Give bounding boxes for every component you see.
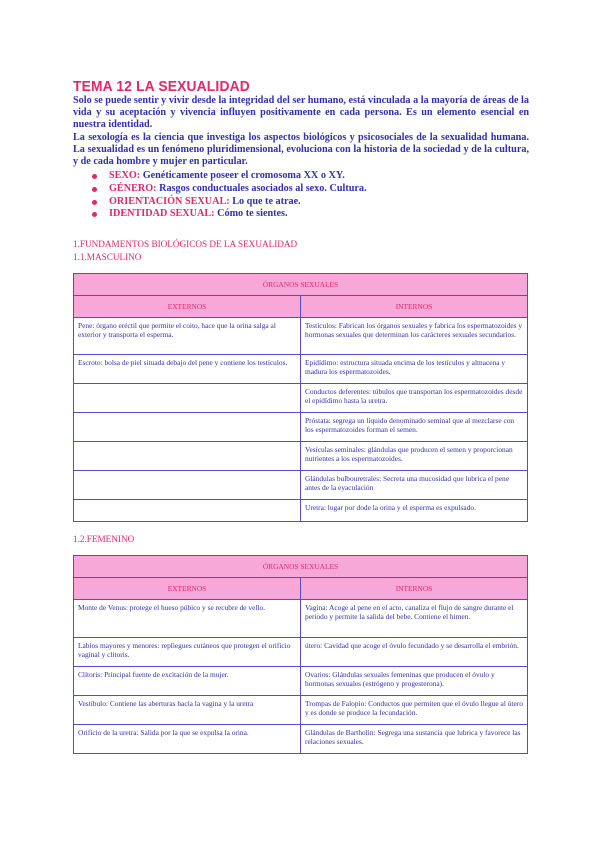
- table-row: [74, 696, 528, 725]
- bullet-text: Cómo te sientes.: [214, 208, 288, 220]
- column-header-externos: EXTERNOS: [74, 296, 301, 318]
- intro-paragraph-1: Solo se puede sentir y vivir desde la integridad del ser humano, está vinculada a la mayoría de áreas de la vida y su aceptación y vivencia influyen positivamente en cada persona. Es un elemento esencial en nuestra identidad.: [73, 95, 529, 131]
- table-cell-internos: Glándulas bulbouretrales: Secreta una mucosidad que lubrica el pene antes de la eyaculación: [301, 471, 528, 500]
- column-header-internos: INTERNOS: [301, 296, 528, 318]
- table-cell-externos: Labios mayores y menores: repliegues cutáneos que protegen el orificio vaginal y clítoris.: [74, 638, 301, 667]
- table-row: [74, 725, 528, 754]
- bullet-text: Lo que te atrae.: [229, 195, 301, 207]
- table-cell-internos: Uretra: lugar por dode la orina y el esperma es expulsado.: [301, 500, 528, 522]
- bullet-term: ORIENTACIÓN SEXUAL:: [109, 195, 230, 207]
- intro-text: [73, 95, 529, 168]
- bullet-term: GÉNERO:: [109, 182, 157, 194]
- table-row: [74, 471, 528, 500]
- table-row: [74, 667, 528, 696]
- table-cell-internos: Glándulas de Bartholin: Segrega una sustancia que lubrica y favorece las relaciones sexuales.: [301, 725, 528, 754]
- table-cell-externos: Vestíbulo: Contiene las aberturas hacia la vagina y la uretra: [74, 696, 301, 725]
- female-organs-table: [73, 555, 528, 754]
- table-cell-externos: [74, 471, 301, 500]
- column-header-externos: EXTERNOS: [74, 578, 301, 600]
- definitions-list: [92, 170, 367, 221]
- table-header: ÓRGANOS SEXUALES: [74, 556, 528, 578]
- section-heading-masculino: 1.1.MASCULINO: [73, 252, 142, 262]
- list-item: [92, 196, 367, 209]
- table-cell-externos: Pene: órgano eréctil que permite el coito, hace que la orina salga al exterior y transporta el esperma.: [74, 318, 301, 355]
- table-cell-internos: Ovarios: Glándulas sexuales femeninas que producen el óvulo y hormonas sexuales (estrógeno y progesterona).: [301, 667, 528, 696]
- table-cell-externos: Monte de Venus: protege el hueso púbico y se recubre de vello.: [74, 600, 301, 638]
- list-item: [92, 170, 367, 183]
- section-heading-fundamentos: 1.FUNDAMENTOS BIOLÓGICOS DE LA SEXUALIDAD: [73, 239, 298, 249]
- table-row: [74, 638, 528, 667]
- table-cell-internos: Vesículas seminales: glándulas que producen el semen y proporcionan nutrientes a los espermatozoides.: [301, 442, 528, 471]
- table-row: [74, 384, 528, 413]
- intro-paragraph-2: La sexología es la ciencia que investiga los aspectos biológicos y psicosociales de la sexualidad humana. La sexualidad es un fenómeno pluridimensional, evoluciona con la historia de la sociedad y de la cultura, y de cada hombre y mujer en particular.: [73, 131, 529, 168]
- bullet-text: Genéticamente poseer el cromosoma XX o XY.: [140, 170, 345, 181]
- table-row: [74, 600, 528, 638]
- page-title: TEMA 12 LA SEXUALIDAD: [73, 78, 250, 95]
- table-cell-externos: Escroto: bolsa de piel situada debajo del pene y contiene los testículos.: [74, 355, 301, 384]
- table-cell-externos: [74, 442, 301, 471]
- male-organs-table: [73, 273, 528, 522]
- table-cell-internos: Trompas de Falopio: Conductos que permiten que el óvulo llegue al útero y es donde se produce la fecundación.: [301, 696, 528, 725]
- table-header: ÓRGANOS SEXUALES: [74, 274, 528, 296]
- table-cell-internos: Vagina: Acoge al pene en el acto, canaliza el flujo de sangre durante el periodo y permite la salida del bebe. Contiene el himen.: [301, 600, 528, 638]
- table-cell-internos: útero: Cavidad que acoge el óvulo fecundado y se desarrolla el embrión.: [301, 638, 528, 667]
- column-header-internos: INTERNOS: [301, 578, 528, 600]
- table-cell-externos: Clítoris: Principal fuente de excitación de la mujer.: [74, 667, 301, 696]
- table-row: [74, 442, 528, 471]
- table-cell-internos: Testículos: Fabrican los órganos sexuales y fabrica los espermatozoides y hormonas sexuales que determinan los carácteres sexuales secundarios.: [301, 318, 528, 355]
- table-cell-externos: Orificio de la uretra: Salida por la que se expulsa la orina.: [74, 725, 301, 754]
- list-item: [92, 183, 367, 196]
- section-heading-femenino: 1.2.FEMENINO: [73, 534, 135, 544]
- table-cell-internos: Epidídimo: estructura situada encima de los testículos y almacena y madura los espermatozoides.: [301, 355, 528, 384]
- table-row: [74, 500, 528, 522]
- table-cell-internos: Próstata: segrega un líquido denominado seminal que al mezclarse con los espermatozoides forman el semen.: [301, 413, 528, 442]
- bullet-term: IDENTIDAD SEXUAL:: [109, 208, 215, 220]
- table-row: [74, 413, 528, 442]
- table-cell-externos: [74, 500, 301, 522]
- table-cell-externos: [74, 384, 301, 413]
- table-cell-internos: Conductos deferentes: túbulos que transportan los espermatozoides desde el epidídimo hasta la uretra.: [301, 384, 528, 413]
- bullet-text: Rasgos conductuales asociados al sexo. Cultura.: [156, 182, 367, 194]
- table-row: [74, 355, 528, 384]
- table-cell-externos: [74, 413, 301, 442]
- table-row: [74, 318, 528, 355]
- list-item: [92, 208, 367, 221]
- bullet-term: SEXO:: [109, 170, 141, 181]
